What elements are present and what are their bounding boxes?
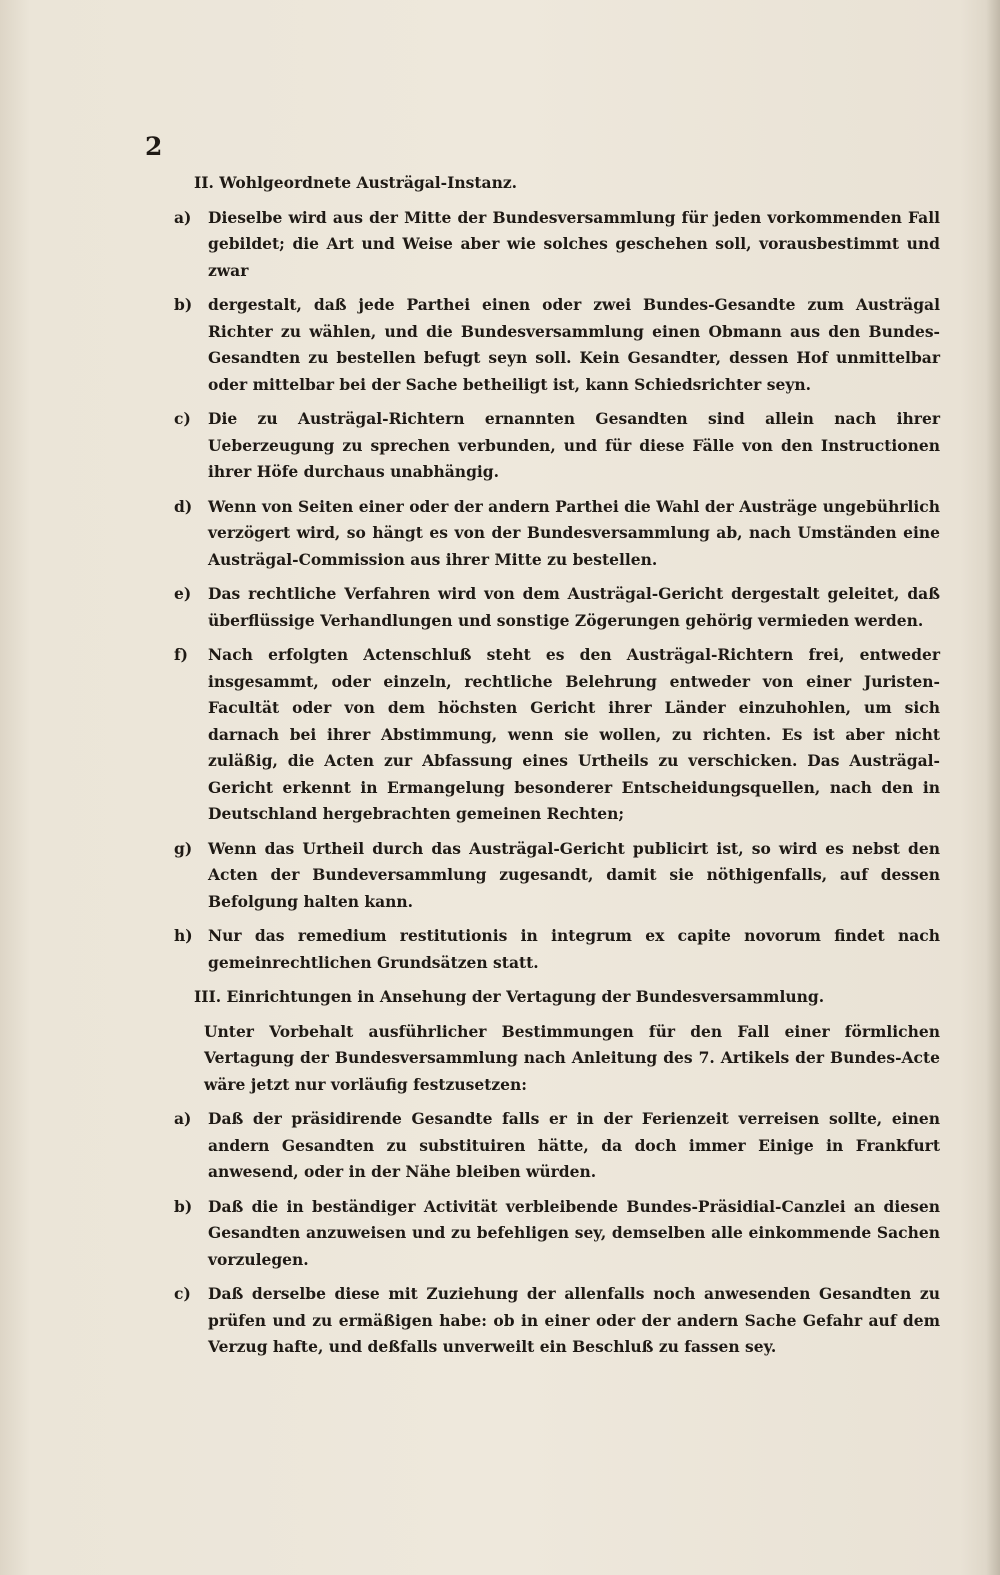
- item-text: Das rechtliche Verfahren wird von dem Austrägal-Gericht dergestalt geleitet, daß überflüssige Verhandlungen und sonstige Zögerungen gehörig vermieden werden.: [208, 584, 940, 630]
- item-text: dergestalt, daß jede Parthei einen oder zwei Bundes-Gesandte zum Austrägal Richter zu wählen, und die Bundesversammlung einen Obmann aus den Bundes-Gesandten zu bestellen befugt seyn soll. Kein Gesandter, dessen Hof unmittelbar oder mittelbar bei der Sache betheiligt ist, kann Schiedsrichter seyn.: [208, 295, 940, 394]
- section-3-intro: Unter Vorbehalt ausführlicher Bestimmungen für den Fall einer förmlichen Vertagung der Bundesversammlung nach Anleitung des 7. Artikels der Bundes-Acte wäre jetzt nur vorläufig festzusetzen:: [204, 1021, 940, 1094]
- section-2-heading: II. Wohlgeordnete Austrägal-Instanz.: [194, 173, 518, 192]
- item-label: e): [174, 584, 192, 603]
- item-text: Dieselbe wird aus der Mitte der Bundesversammlung für jeden vorkommenden Fall gebildet; die Art und Weise aber wie solches geschehen soll, vorausbestimmt und zwar: [208, 207, 940, 280]
- item-label: d): [174, 496, 193, 516]
- section-3-item-a: [150, 1106, 940, 1186]
- item-label: f): [174, 645, 189, 664]
- item-label: a): [174, 207, 192, 227]
- section-2-item-e: [150, 581, 940, 634]
- item-label: b): [174, 1196, 193, 1216]
- item-text: Daß der präsidirende Gesandte falls er in der Ferienzeit verreisen sollte, einen andern Gesandten zu substituiren hätte, da doch immer Einige in Frankfurt anwesend, oder in der Nähe bleiben würden.: [208, 1109, 940, 1181]
- section-2-item-b: [150, 292, 940, 398]
- item-text: Wenn das Urtheil durch das Austrägal-Gericht publicirt ist, so wird es nebst den Acten der Bundeversammlung zugesandt, damit sie nöthigenfalls, auf dessen Befolgung halten kann.: [208, 838, 940, 911]
- item-text: Daß die in beständiger Activität verbleibende Bundes-Präsidial-Canzlei an diesen Gesandten anzuweisen und zu befehligen sey, demselben alle einkommende Sachen vorzulegen.: [208, 1196, 940, 1269]
- section-2-item-g: [150, 836, 940, 916]
- section-2: [150, 170, 940, 976]
- section-2-item-f: [150, 642, 940, 828]
- item-label: h): [174, 926, 193, 945]
- item-label: g): [174, 838, 193, 858]
- section-2-item-a: [150, 205, 940, 285]
- section-3-item-b: [150, 1194, 940, 1274]
- page-body: [150, 170, 940, 1369]
- page-number: 2: [145, 132, 163, 161]
- item-label: b): [174, 295, 193, 314]
- section-3-item-c: [150, 1281, 940, 1361]
- item-text: Wenn von Seiten einer oder der andern Parthei die Wahl der Austräge ungebührlich verzögert wird, so hängt es von der Bundesversammlung ab, nach Umständen eine Austrägal-Commission aus ihrer Mitte zu bestellen.: [208, 496, 940, 569]
- item-label: c): [174, 1284, 191, 1303]
- section-3-heading: III. Einrichtungen in Ansehung der Vertagung der Bundesversammlung.: [194, 987, 825, 1006]
- section-3: [150, 984, 940, 1361]
- item-label: c): [174, 409, 191, 428]
- item-text: Nach erfolgten Actenschluß steht es den Austrägal-Richtern frei, entweder insgesammt, oder einzeln, rechtliche Belehrung entweder von einer Juristen-Facultät oder von dem höchsten Gericht ihrer Länder einzuhohlen, um sich darnach bei ihrer Abstimmung, wenn sie wollen, zu richten. Es ist aber nicht zuläßig, die Acten zur Abfassung eines Urtheils zu verschicken. Das Austrägal-Gericht erkennt in Ermangelung besonderer Entscheidungsquellen, nach den in Deutschland hergebrachten gemeinen Rechten;: [208, 645, 940, 823]
- item-text: Nur das remedium restitutionis in integrum ex capite novorum findet nach gemeinrechtlichen Grundsätzen statt.: [208, 926, 940, 972]
- section-2-item-h: [150, 923, 940, 976]
- item-text: Die zu Austrägal-Richtern ernannten Gesandten sind allein nach ihrer Ueberzeugung zu sprechen verbunden, und für diese Fälle von den Instructionen ihrer Höfe durchaus unabhängig.: [208, 409, 940, 481]
- item-text: Daß derselbe diese mit Zuziehung der allenfalls noch anwesenden Gesandten zu prüfen und zu ermäßigen habe: ob in einer oder der andern Sache Gefahr auf dem Verzug hafte, und deßfalls unverweilt ein Beschluß zu fassen sey.: [208, 1284, 940, 1356]
- item-label: a): [174, 1109, 192, 1128]
- page-gutter-shadow: [986, 0, 1000, 1575]
- section-2-item-d: [150, 494, 940, 574]
- section-2-item-c: [150, 406, 940, 486]
